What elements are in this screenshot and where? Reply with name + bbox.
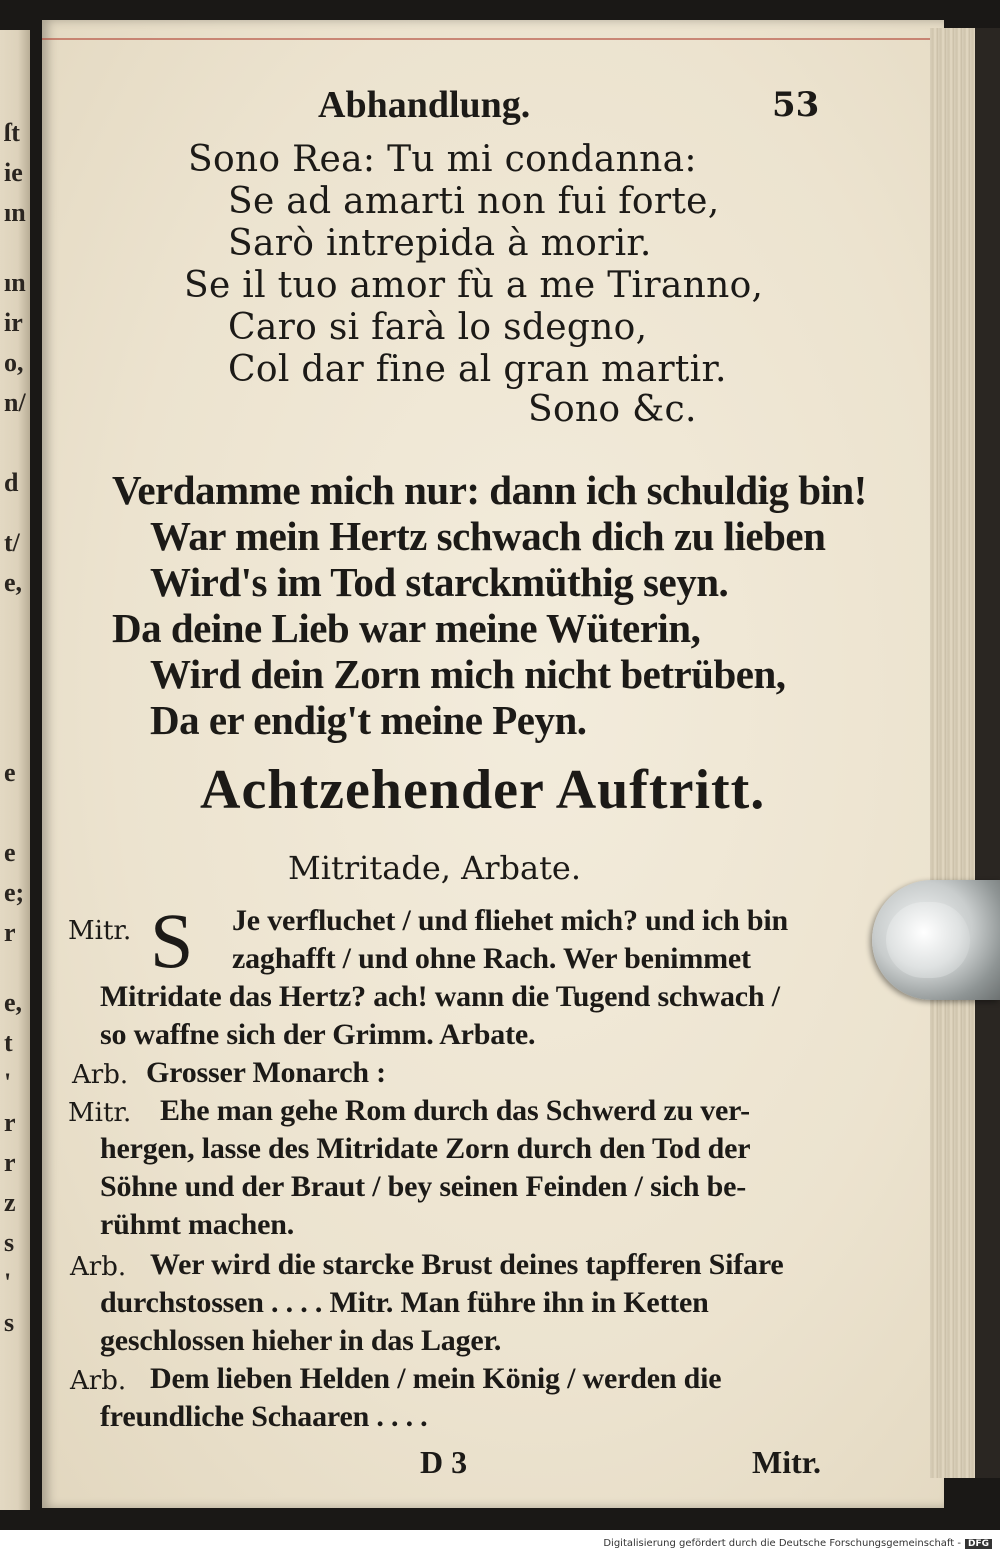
speaker-label: Arb. — [70, 1252, 127, 1282]
aria-german-line: Verdamme mich nur: dann ich schuldig bin! — [112, 467, 867, 513]
previous-page-fragment: r — [4, 1148, 16, 1177]
previous-page-fragment: t/ — [4, 528, 20, 557]
page-clip-knob — [886, 902, 970, 978]
dialogue-line: Ehe man gehe Rom durch das Schwerd zu ver- — [160, 1094, 750, 1127]
previous-page-fragment: ' — [4, 1068, 12, 1097]
previous-page-fragment: e; — [4, 878, 25, 907]
credit-text: Digitalisierung gefördert durch die Deutsche Forschungsgemeinschaft - — [603, 1538, 961, 1549]
previous-page-fragment: ' — [4, 1268, 12, 1297]
previous-page-fragment: r — [4, 1108, 16, 1137]
dialogue-line: Wer wird die starcke Brust deines tapfferen Sifare — [150, 1248, 784, 1281]
previous-page-fragment: z — [4, 1188, 16, 1217]
dialogue-line: freundliche Schaaren . . . . — [100, 1400, 428, 1433]
dialogue-line: Mitridate das Hertz? ach! wann die Tugend schwach / — [100, 980, 780, 1013]
previous-page-fragment: ın — [4, 198, 26, 227]
aria-german-line: Da er endig't meine Peyn. — [150, 697, 587, 743]
page-stack-edges — [930, 28, 978, 1478]
dialogue-line: hergen, lasse des Mitridate Zorn durch den Tod der — [100, 1132, 751, 1165]
aria-german-line: War mein Hertz schwach dich zu lieben — [150, 513, 826, 559]
speaker-label: Arb. — [72, 1060, 129, 1090]
aria-italian-line: Sarò intrepida à morir. — [228, 223, 652, 264]
aria-german-line: Wird dein Zorn mich nicht betrüben, — [150, 651, 786, 697]
aria-german-line: Da deine Lieb war meine Wüterin, — [112, 605, 701, 651]
scene-cast: Mitritade, Arbate. — [288, 849, 582, 887]
aria-italian-line: Caro si farà lo sdegno, — [228, 307, 648, 348]
previous-page-fragment: ie — [4, 158, 23, 187]
previous-page-fragment: s — [4, 1228, 15, 1257]
dialogue-line: Je verfluchet / und fliehet mich? und ich bin — [232, 904, 789, 937]
dialogue-line: Söhne und der Braut / bey seinen Feinden / sich be- — [100, 1170, 747, 1203]
page-edge-line — [42, 38, 932, 40]
dialogue-line: geschlossen hieher in das Lager. — [100, 1324, 502, 1357]
aria-italian-line: Se ad amarti non fui forte, — [228, 181, 720, 222]
catchword: Mitr. — [752, 1444, 822, 1480]
dialogue-line: so waffne sich der Grimm. Arbate. — [100, 1018, 536, 1051]
previous-page-fragment: t — [4, 1028, 13, 1057]
previous-page-fragment: r — [4, 918, 16, 947]
aria-italian-line: Col dar fine al gran martir. — [228, 349, 727, 390]
previous-page-fragment: o, — [4, 348, 24, 377]
speaker-label: Mitr. — [68, 916, 132, 946]
previous-page-fragment: s — [4, 1308, 15, 1337]
aria-german-line: Wird's im Tod starckmüthig seyn. — [150, 559, 729, 605]
previous-page-fragment: e — [4, 838, 16, 867]
book-cover-edge — [975, 28, 1000, 1478]
dfg-logo: DFG — [965, 1539, 992, 1549]
aria-italian-line: Sono Rea: Tu mi condanna: — [188, 139, 697, 180]
previous-page-fragment: d — [4, 468, 19, 497]
aria-italian-line: Se il tuo amor fù a me Tiranno, — [184, 265, 764, 306]
previous-page-fragment: ir — [4, 308, 23, 337]
scene-title: Achtzehender Auftritt. — [200, 759, 766, 821]
speaker-label: Mitr. — [68, 1098, 132, 1128]
page-clip — [872, 880, 1000, 1000]
previous-page-fragment: e, — [4, 568, 23, 597]
signature-mark: D 3 — [420, 1444, 468, 1480]
aria-italian-line: Sono &c. — [528, 389, 697, 430]
previous-page-fragment: ın — [4, 268, 26, 297]
dialogue-line: durchstossen . . . . Mitr. Man führe ihn in Ketten — [100, 1286, 709, 1319]
running-title: Abhandlung. — [318, 84, 531, 126]
dialogue-line: Dem lieben Helden / mein König / werden die — [150, 1362, 722, 1395]
dialogue-line: Grosser Monarch : — [146, 1056, 386, 1089]
digitization-credit — [603, 1538, 992, 1549]
previous-page-fragment: e — [4, 758, 16, 787]
previous-page-fragment: e, — [4, 988, 23, 1017]
page-number: 53 — [772, 85, 820, 125]
drop-cap: S — [150, 897, 194, 984]
previous-page-fragment: ſt — [4, 118, 20, 147]
previous-page-fragment: n/ — [4, 388, 26, 417]
dialogue-line: rühmt machen. — [100, 1208, 295, 1241]
dialogue-line: zaghafft / und ohne Rach. Wer benimmet — [232, 942, 751, 975]
speaker-label: Arb. — [70, 1366, 127, 1396]
